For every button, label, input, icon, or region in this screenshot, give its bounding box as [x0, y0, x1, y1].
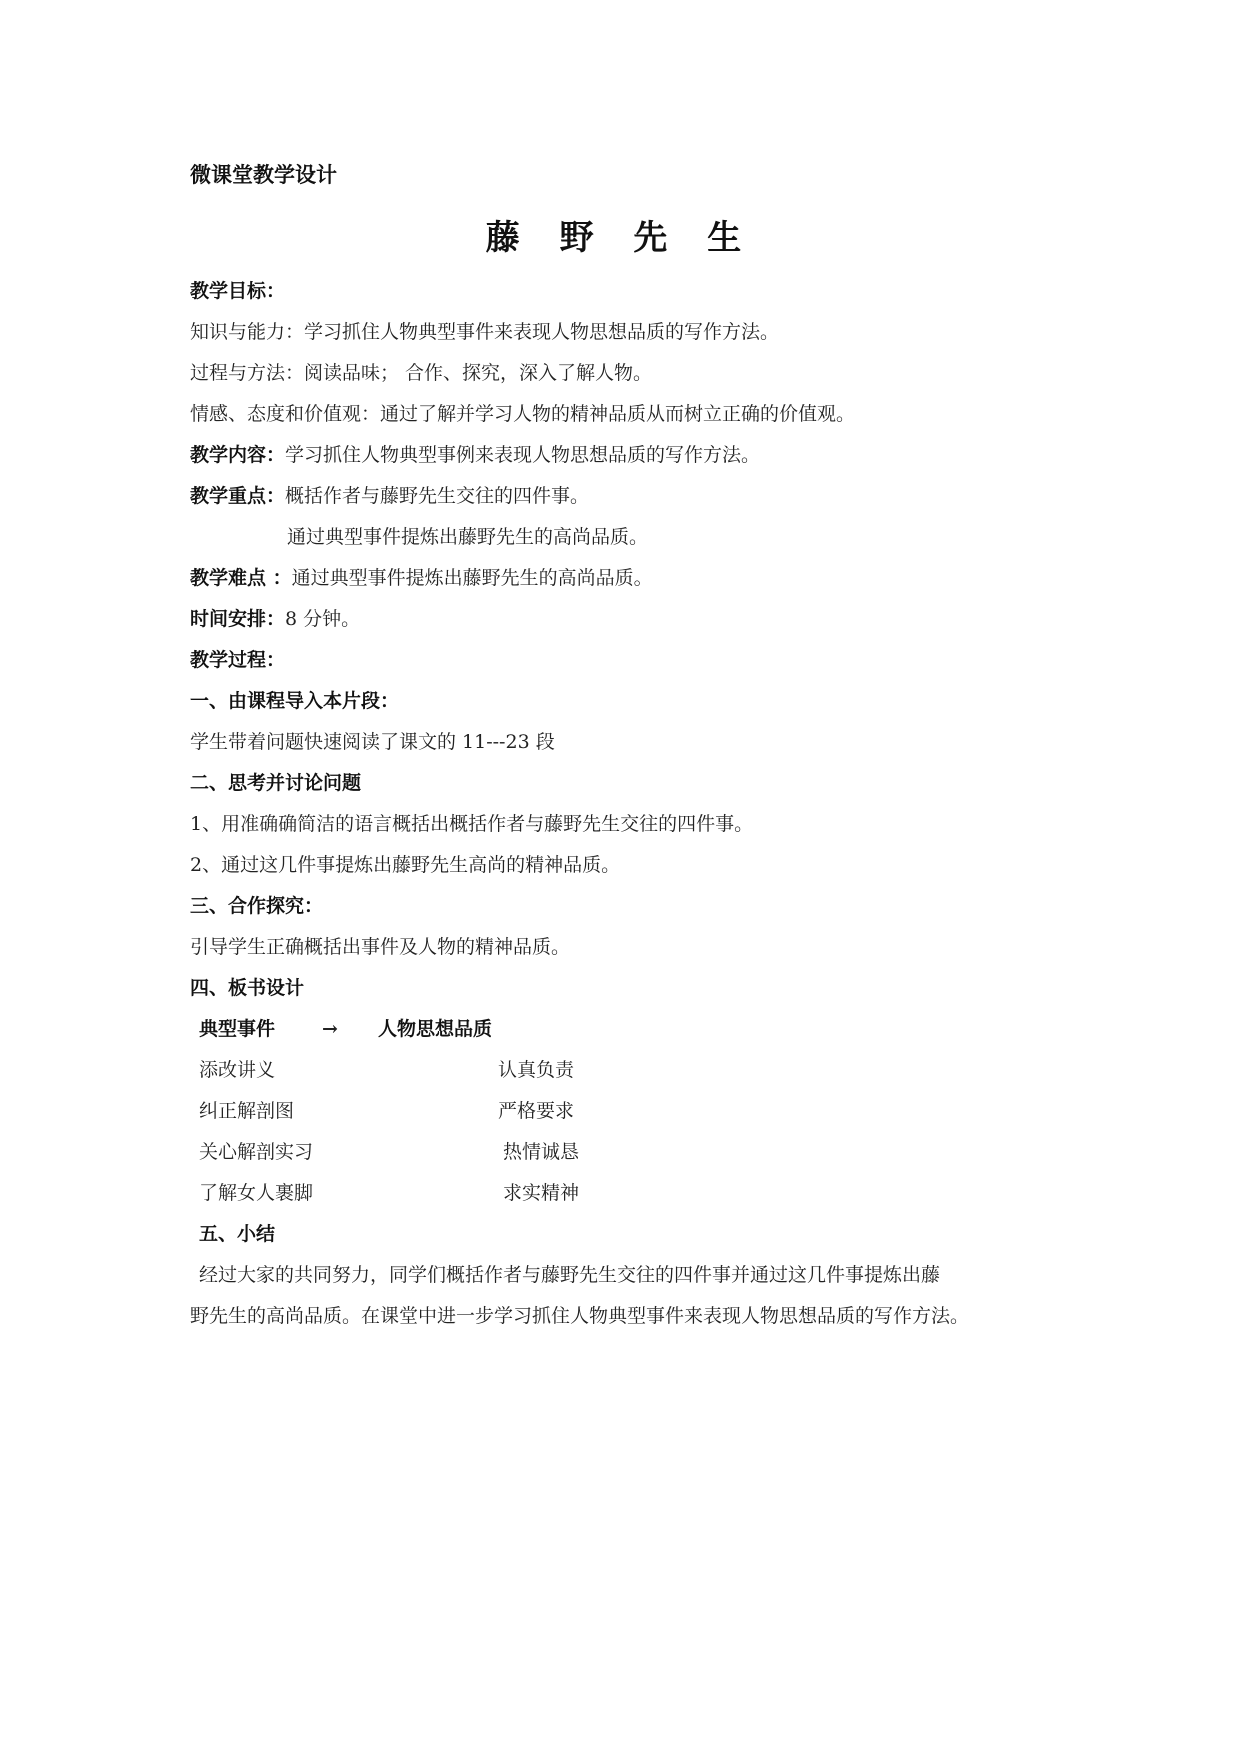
document-title: 藤 野 先 生 — [485, 218, 756, 258]
document-header: 微课堂教学设计 — [190, 162, 337, 187]
section-1-text: 学生带着问题快速阅读了课文的 11---23 段 — [190, 731, 555, 753]
board-col-left-header: 典型事件 — [199, 1018, 276, 1040]
summary-line-2: 野先生的高尚品质。在课堂中进一步学习抓住人物典型事件来表现人物思想品质的写作方法。 — [190, 1305, 970, 1327]
section-4-heading: 四、板书设计 — [190, 977, 305, 999]
board-event: 纠正解剖图 — [199, 1100, 295, 1122]
time-text: 8 分钟。 — [285, 608, 361, 630]
section-2-item-2: 2、通过这几件事提炼出藤野先生高尚的精神品质。 — [190, 854, 621, 876]
difficulty-line — [190, 565, 653, 591]
content-text: 学习抓住人物典型事例来表现人物思想品质的写作方法。 — [285, 444, 761, 466]
section-2-item-1: 1、用准确确简洁的语言概括出概括作者与藤野先生交往的四件事。 — [190, 813, 754, 835]
focus-line — [190, 483, 589, 509]
content-label: 教学内容： — [190, 444, 286, 466]
time-line — [190, 606, 360, 632]
focus-label: 教学重点： — [190, 485, 286, 507]
board-event: 添改讲义 — [199, 1059, 276, 1081]
section-3-text: 引导学生正确概括出事件及人物的精神品质。 — [190, 936, 571, 958]
section-2-heading: 二、思考并讨论问题 — [190, 772, 362, 794]
board-col-right-header: 人物思想品质 — [378, 1018, 493, 1040]
goal-knowledge: 知识与能力：学习抓住人物典型事件来表现人物思想品质的写作方法。 — [190, 321, 780, 343]
process-label: 教学过程： — [190, 649, 286, 671]
board-quality: 认真负责 — [498, 1059, 575, 1081]
board-arrow-icon: → — [322, 1018, 338, 1040]
goals-label: 教学目标： — [190, 280, 286, 302]
goal-process: 过程与方法：阅读品味； 合作、探究，深入了解人物。 — [190, 362, 653, 384]
section-3-heading: 三、合作探究： — [190, 895, 324, 917]
focus-text-2: 通过典型事件提炼出藤野先生的高尚品质。 — [287, 526, 649, 548]
board-event: 了解女人裹脚 — [199, 1182, 314, 1204]
difficulty-text: 通过典型事件提炼出藤野先生的高尚品质。 — [291, 567, 653, 589]
board-quality: 热情诚恳 — [503, 1141, 580, 1163]
section-5-heading: 五、小结 — [199, 1223, 276, 1245]
difficulty-label: 教学难点 ： — [190, 567, 292, 589]
goal-emotion: 情感、态度和价值观：通过了解并学习人物的精神品质从而树立正确的价值观。 — [190, 403, 856, 425]
focus-text-1: 概括作者与藤野先生交往的四件事。 — [285, 485, 590, 507]
time-label: 时间安排： — [190, 608, 286, 630]
board-quality: 求实精神 — [503, 1182, 580, 1204]
summary-line-1: 经过大家的共同努力，同学们概括作者与藤野先生交往的四件事并通过这几件事提炼出藤 — [199, 1264, 941, 1286]
board-quality: 严格要求 — [498, 1100, 575, 1122]
content-line — [190, 442, 760, 468]
section-1-heading: 一、由课程导入本片段： — [190, 690, 400, 712]
board-event: 关心解剖实习 — [199, 1141, 314, 1163]
